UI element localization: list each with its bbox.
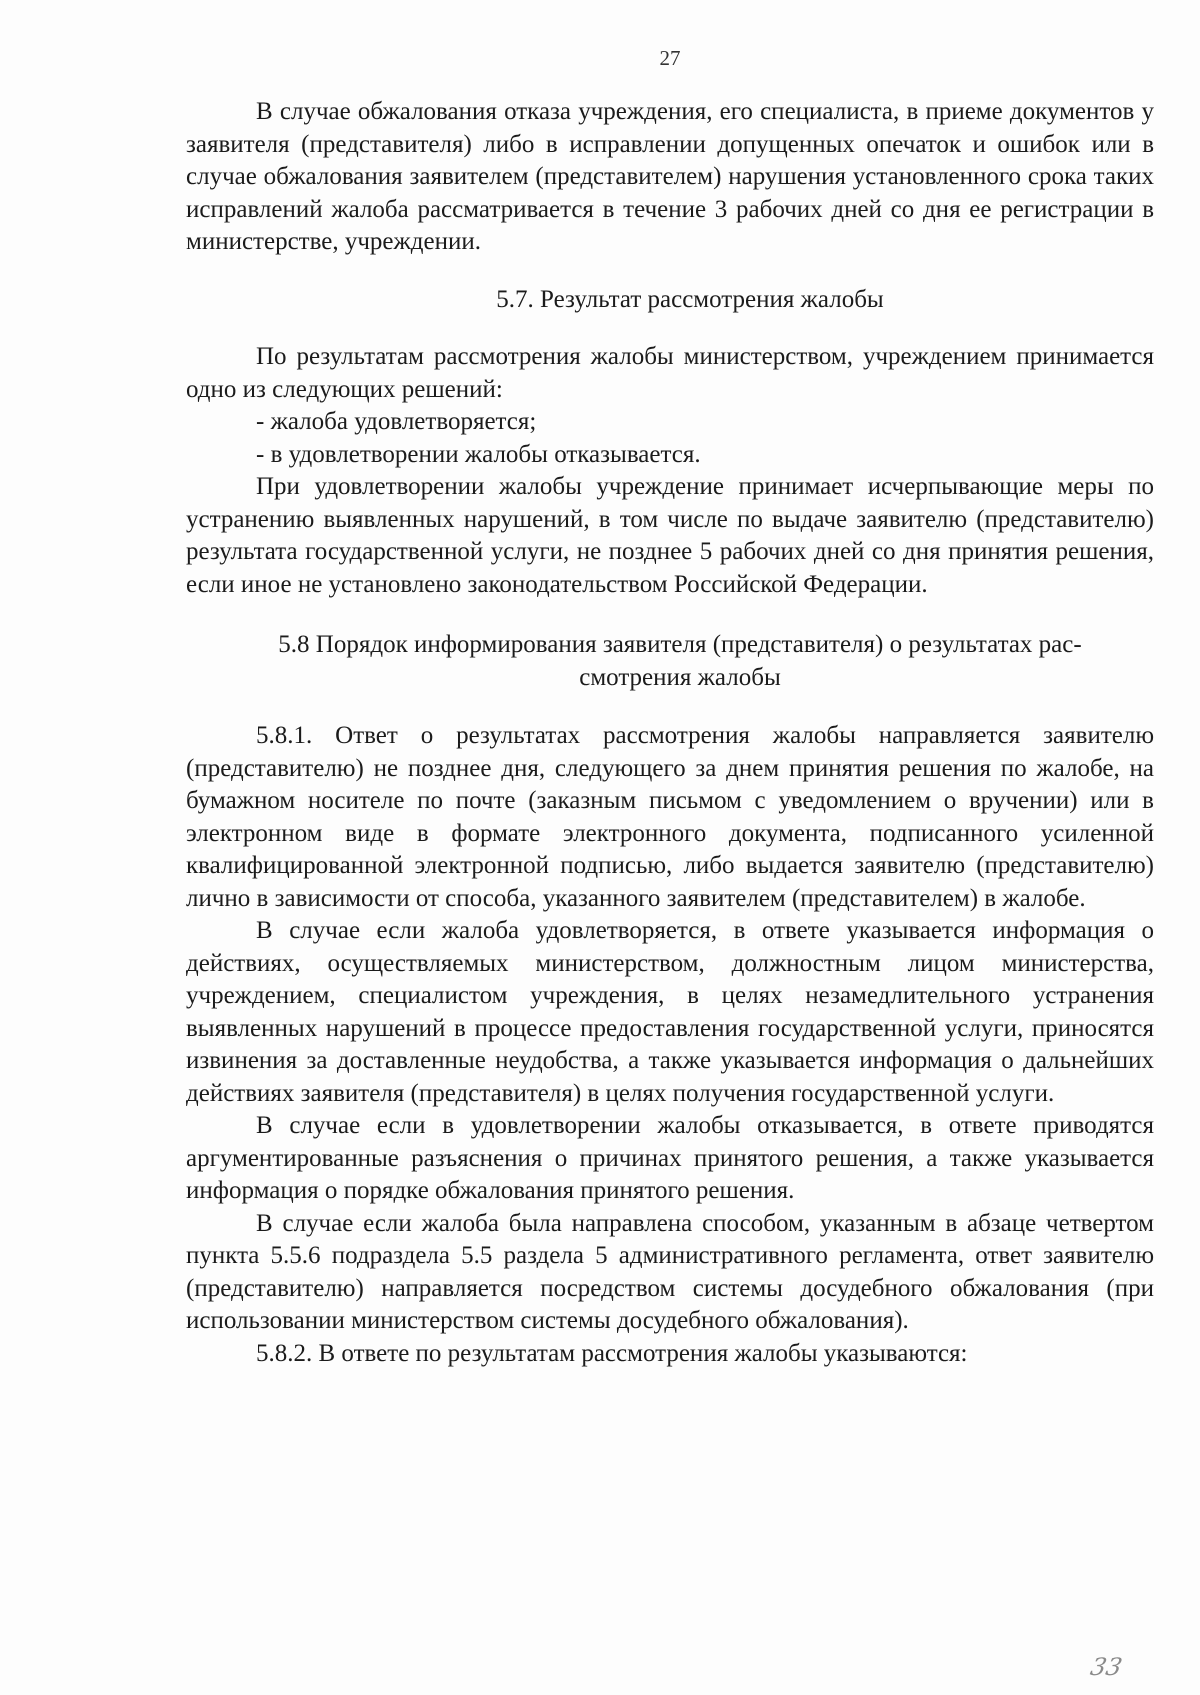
document-body — [186, 96, 1154, 1370]
list-item-complaint-satisfied: - жалоба удовлетворяется; — [256, 408, 537, 435]
page-number: 27 — [659, 46, 681, 70]
section-heading-5-8: 5.8 Порядок информирования заявителя (представителя) о результатах рассмотрения жалобы — [278, 631, 1082, 691]
paragraph-pretrial-system-response: В случае если жалоба была направлена способом, указанным в абзаце четвертом пункта 5.5.6 подраздела 5.5 раздела 5 административного регламента, ответ заявителю (представителю) направляется посредством системы досудебного обжалования (при использовании министерством системы досудебного обжалования). — [186, 1209, 1154, 1334]
list-item-complaint-rejected: - в удовлетворении жалобы отказывается. — [256, 440, 701, 468]
paragraph-satisfaction-measures: При удовлетворении жалобы учреждение принимает исчерпывающие меры по устранению выявленных нарушений, в том числе по выдаче заявителю (представителю) результата государственной услуги, не позднее 5 рабочих дней со дня принятия решения, если иное не установлено законодательством Российской Федерации. — [186, 473, 1154, 598]
paragraph-decision-intro: По результатам рассмотрения жалобы министерством, учреждением принимается одно из следующих решений: — [186, 343, 1154, 403]
handwritten-sheet-number: 33 — [1088, 1653, 1125, 1681]
paragraph-appeal-refusal: В случае обжалования отказа учреждения, его специалиста, в приеме документов у заявителя (представителя) либо в исправлении допущенных опечаток и ошибок или в случае обжалования заявителем (представителем) нарушения установленного срока таких исправлений жалоба рассматривается в течение 3 рабочих дней со дня ее регистрации в министерстве, учреждении. — [186, 98, 1154, 255]
paragraph-response-if-rejected: В случае если в удовлетворении жалобы отказывается, в ответе приводятся аргументированные разъяснения о причинах принятого решения, а также указывается информация о порядке обжалования принятого решения. — [186, 1112, 1154, 1204]
section-heading-5-7: 5.7. Результат рассмотрения жалобы — [496, 285, 884, 313]
paragraph-5-8-1-response: 5.8.1. Ответ о результатах рассмотрения жалобы направляется заявителю (представителю) не позднее дня, следующего за днем принятия решения по жалобе, на бумажном носителе по почте (заказным письмом с уведомлением о вручении) или в электронном виде в формате электронного документа, подписанного усиленной квалифицированной электронной подписью, либо выдается заявителю (представителю) лично в зависимости от способа, указанного заявителем (представителем) в жалобе. — [186, 722, 1154, 912]
paragraph-response-if-satisfied: В случае если жалоба удовлетворяется, в ответе указывается информация о действиях, осуществляемых министерством, должностным лицом министерства, учреждением, специалистом учреждения, в целях незамедлительного устранения выявленных нарушений в процессе предоставления государственной услуги, приносятся извинения за доставленные неудобства, а также указывается информация о дальнейших действиях заявителя (представителя) в целях получения государственной услуги. — [186, 917, 1154, 1107]
paragraph-5-8-2-response-contents: 5.8.2. В ответе по результатам рассмотрения жалобы указываются: — [256, 1339, 968, 1367]
